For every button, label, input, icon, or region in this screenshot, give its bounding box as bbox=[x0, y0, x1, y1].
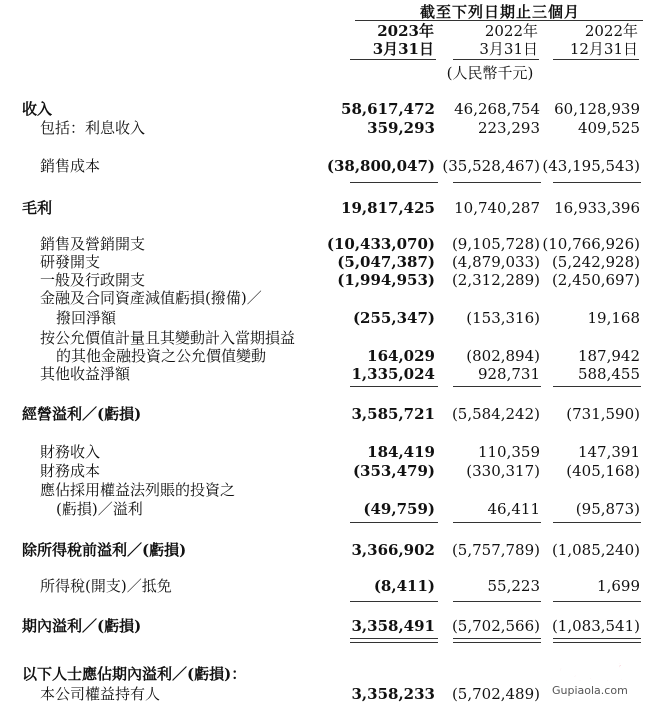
value-2023q1: (38,800,047) bbox=[326, 157, 435, 175]
value-2023q1: 184,419 bbox=[367, 443, 435, 461]
period-divider bbox=[355, 20, 643, 21]
value-2022q1: (35,528,467) bbox=[442, 157, 540, 175]
value-2023q1: 3,366,902 bbox=[351, 541, 435, 559]
row-label-cont: 的其他金融投資之公允價值變動 bbox=[56, 347, 267, 365]
value-2022q1: (2,312,289) bbox=[451, 271, 540, 289]
row-period-profit bbox=[0, 616, 660, 636]
value-2022q4: (2,450,697) bbox=[551, 271, 640, 289]
value-2022q1: (330,317) bbox=[466, 462, 540, 480]
value-2022q4: (95,873) bbox=[575, 500, 640, 518]
col3-year: 2022年 bbox=[584, 22, 638, 40]
row-label: 財務成本 bbox=[40, 462, 101, 480]
row-label: 經營溢利／(虧損) bbox=[22, 405, 142, 423]
value-2022q4: (5,242,928) bbox=[551, 253, 640, 271]
col1-year: 2023年 bbox=[377, 22, 434, 40]
value-2023q1: 19,817,425 bbox=[341, 199, 435, 217]
subtotal-rule bbox=[553, 601, 641, 602]
value-2022q1: 46,411 bbox=[487, 500, 540, 518]
row-label: 除所得稅前溢利／(虧損) bbox=[22, 541, 187, 559]
col2-underline bbox=[453, 59, 539, 60]
row-label-cont: (虧損)／溢利 bbox=[56, 500, 143, 518]
total-double-rule bbox=[553, 638, 641, 643]
value-2023q1: (353,479) bbox=[352, 462, 435, 480]
row-cost-of-sales bbox=[0, 156, 660, 176]
row-impairment-label bbox=[0, 288, 660, 308]
row-finance-income bbox=[0, 442, 660, 462]
row-equity-method bbox=[0, 499, 660, 519]
value-2022q1: (5,702,489) bbox=[451, 685, 540, 703]
value-2022q1: (802,894) bbox=[466, 347, 540, 365]
value-2023q1: (8,411) bbox=[373, 577, 435, 595]
row-operating-profit bbox=[0, 404, 660, 424]
value-2022q1: (5,584,242) bbox=[451, 405, 540, 423]
value-2023q1: 3,358,233 bbox=[351, 685, 435, 703]
value-2022q4: 147,391 bbox=[577, 443, 640, 461]
value-2023q1: 3,358,491 bbox=[351, 617, 435, 635]
subtotal-rule bbox=[350, 182, 438, 183]
value-2022q4: 588,455 bbox=[577, 365, 640, 383]
subtotal-rule bbox=[553, 386, 641, 387]
row-label: 其他收益淨額 bbox=[40, 365, 131, 383]
value-2022q4: 187,942 bbox=[577, 347, 640, 365]
value-2022q4: (1,085,240) bbox=[551, 541, 640, 559]
col2-year: 2022年 bbox=[484, 22, 538, 40]
row-label: 包括：利息收入 bbox=[40, 119, 146, 137]
subtotal-rule bbox=[453, 601, 541, 602]
subtotal-rule bbox=[453, 522, 541, 523]
row-admin-expenses bbox=[0, 270, 660, 290]
value-2022q4: 60,128,939 bbox=[554, 100, 640, 118]
value-2022q4: (405,168) bbox=[566, 462, 640, 480]
row-label: 財務收入 bbox=[40, 443, 101, 461]
row-fair-value-label bbox=[0, 328, 660, 348]
row-revenue bbox=[0, 99, 660, 119]
row-label: 研發開支 bbox=[40, 253, 101, 271]
value-2022q1: 110,359 bbox=[477, 443, 540, 461]
value-2023q1: 164,029 bbox=[367, 347, 435, 365]
row-label: 按公允價值計量且其變動計入當期損益 bbox=[40, 329, 296, 347]
subtotal-rule bbox=[350, 522, 438, 523]
watermark-logo bbox=[538, 648, 658, 698]
total-double-rule bbox=[350, 638, 438, 643]
value-2023q1: 3,585,721 bbox=[351, 405, 435, 423]
subtotal-rule bbox=[453, 182, 541, 183]
row-label: 期內溢利／(虧損) bbox=[22, 617, 142, 635]
col1-underline bbox=[350, 59, 436, 60]
row-label: 毛利 bbox=[22, 199, 53, 217]
row-income-tax bbox=[0, 576, 660, 596]
currency-unit: (人民幣千元) bbox=[446, 64, 534, 82]
total-double-rule bbox=[453, 638, 541, 643]
value-2023q1: (5,047,387) bbox=[337, 253, 435, 271]
value-2023q1: 58,617,472 bbox=[341, 100, 435, 118]
value-2022q1: 10,740,287 bbox=[454, 199, 540, 217]
period-heading: 截至下列日期止三個月 bbox=[419, 3, 580, 21]
subtotal-rule bbox=[453, 386, 541, 387]
subtotal-rule bbox=[350, 601, 438, 602]
value-2023q1: (1,994,953) bbox=[337, 271, 435, 289]
value-2022q4: 409,525 bbox=[577, 119, 640, 137]
row-impairment bbox=[0, 308, 660, 328]
value-2023q1: 1,335,024 bbox=[351, 365, 435, 383]
subtotal-rule bbox=[553, 522, 641, 523]
row-label: 以下人士應佔期內溢利／(虧損)： bbox=[22, 665, 247, 683]
row-equity-method-label bbox=[0, 480, 660, 500]
value-2022q1: (153,316) bbox=[466, 309, 540, 327]
row-label: 所得稅(開支)／抵免 bbox=[40, 577, 172, 595]
value-2022q4: (731,590) bbox=[566, 405, 640, 423]
value-2022q4: 19,168 bbox=[587, 309, 640, 327]
row-rnd-expenses bbox=[0, 252, 660, 272]
row-label: 一般及行政開支 bbox=[40, 271, 146, 289]
value-2022q1: 46,268,754 bbox=[454, 100, 540, 118]
value-2022q4: (1,083,541) bbox=[551, 617, 640, 635]
watermark-text: 股票啦 bbox=[538, 653, 626, 686]
value-2022q1: (9,105,728) bbox=[451, 235, 540, 253]
value-2023q1: (49,759) bbox=[363, 500, 435, 518]
row-other-income bbox=[0, 364, 660, 384]
subtotal-rule bbox=[553, 182, 641, 183]
value-2023q1: (10,433,070) bbox=[326, 235, 435, 253]
row-label: 本公司權益持有人 bbox=[40, 685, 161, 703]
watermark-url: Gupiaola.com bbox=[552, 684, 628, 697]
row-fair-value bbox=[0, 346, 660, 366]
col2-date: 3月31日 bbox=[479, 40, 538, 58]
row-label: 應佔採用權益法列賬的投資之 bbox=[40, 481, 236, 499]
value-2023q1: (255,347) bbox=[352, 309, 435, 327]
value-2022q1: 55,223 bbox=[487, 577, 540, 595]
col3-underline bbox=[553, 59, 639, 60]
value-2022q1: (5,757,789) bbox=[451, 541, 540, 559]
row-finance-cost bbox=[0, 461, 660, 481]
value-2022q1: (5,702,566) bbox=[451, 617, 540, 635]
value-2022q1: (4,879,033) bbox=[451, 253, 540, 271]
row-label-cont: 撥回淨額 bbox=[56, 309, 117, 327]
row-label: 銷售成本 bbox=[40, 157, 101, 175]
value-2022q1: 928,731 bbox=[477, 365, 540, 383]
value-2022q1: 223,293 bbox=[477, 119, 540, 137]
row-interest-income bbox=[0, 118, 660, 138]
value-2022q4: 1,699 bbox=[597, 577, 640, 595]
row-label: 金融及合同資產減值虧損(撥備)／ bbox=[40, 289, 262, 307]
value-2022q4: 16,933,396 bbox=[554, 199, 640, 217]
row-label: 收入 bbox=[22, 100, 53, 118]
subtotal-rule bbox=[350, 386, 438, 387]
value-2022q4: (10,766,926) bbox=[542, 235, 640, 253]
row-pretax-profit bbox=[0, 540, 660, 560]
col1-date: 3月31日 bbox=[372, 40, 434, 58]
row-gross-profit bbox=[0, 198, 660, 218]
row-label: 銷售及營銷開支 bbox=[40, 235, 146, 253]
value-2023q1: 359,293 bbox=[367, 119, 435, 137]
col3-date: 12月31日 bbox=[569, 40, 638, 58]
value-2022q4: (43,195,543) bbox=[542, 157, 640, 175]
row-selling-expenses bbox=[0, 234, 660, 254]
